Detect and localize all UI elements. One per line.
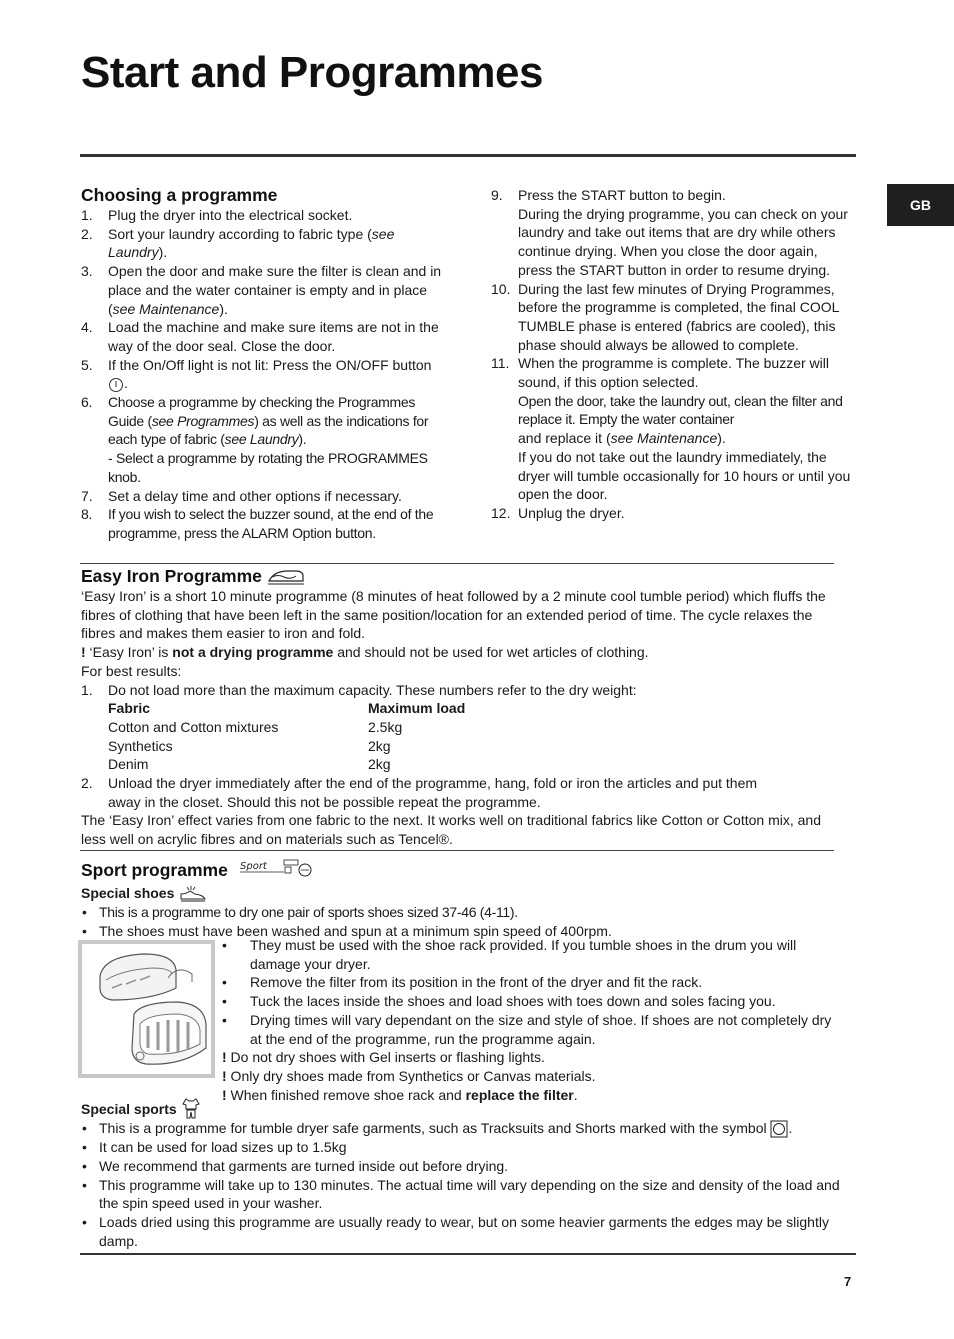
best-results-label: For best results: — [81, 662, 182, 679]
step-4: 4. Load the machine and make sure items are not in the way of the door seal. Close the door. — [81, 319, 439, 354]
title-divider — [80, 154, 856, 157]
step-12: 12. Unplug the dryer. — [491, 504, 625, 521]
step-8: 8. If you wish to select the buzzer sound, at the end of the programme, press the ALARM Option button. — [81, 506, 434, 541]
sport-section — [81, 855, 841, 940]
special-sports-list — [81, 1119, 841, 1251]
list-item: • Tuck the laces inside the shoes and load shoes with toes down and soles facing you. — [222, 992, 842, 1011]
list-item: • It can be used for load sizes up to 1.5kg — [81, 1138, 841, 1157]
shoe-warning-filter: ! When finished remove shoe rack and replace the filter. — [222, 1086, 578, 1103]
step-5: 5. If the On/Off light is not lit: Press the ON/OFF button . — [81, 356, 432, 392]
section-divider — [80, 563, 834, 564]
shoe-warning-gel: ! Do not dry shoes with Gel inserts or flashing lights. — [222, 1049, 545, 1066]
list-item: • Remove the filter from its position in the front of the dryer and fit the rack. — [222, 973, 842, 992]
sport-icon — [238, 855, 328, 881]
easy-iron-outro: The ‘Easy Iron’ effect varies from one fabric to the next. It works well on traditional fabrics like Cotton or Cotton mix, and less well on acrylic fibres and on materials such as Tencel®. — [81, 812, 821, 848]
table-header-row: Fabric Maximum load — [108, 700, 466, 717]
step-11: 11. When the programme is complete. The buzzer will sound, if this option selected. Open the door, take the laundry out, clean the filter and replace it. Empty the water container and replace it (see Maintenance). If you do not take out the laundry immediately, the dryer will tumble occasionally for 10 hours or until you open the door. — [491, 355, 851, 503]
iron-icon — [266, 567, 306, 587]
choosing-left-column — [81, 185, 451, 543]
tumble-dry-symbol-icon — [770, 1120, 788, 1138]
choosing-steps-left — [81, 206, 451, 543]
choosing-heading: Choosing a programme — [81, 185, 278, 205]
easy-iron-warning: ! ‘Easy Iron’ is not a drying programme and should not be used for wet articles of clothing. — [81, 644, 649, 661]
list-item: • The shoes must have been washed and spun at a minimum spin speed of 400rpm. — [81, 922, 841, 941]
tracksuit-icon — [180, 1097, 202, 1119]
step-1: 1. Plug the dryer into the electrical socket. — [81, 207, 353, 223]
step-10: 10. During the last few minutes of Drying Programmes, before the programme is completed, the final COOL TUMBLE phase is entered (fabrics are cooled), this phase should always be allowed to complete. — [491, 280, 839, 353]
easy-iron-steps — [81, 681, 841, 700]
list-item: • We recommend that garments are turned inside out before drying. — [81, 1157, 841, 1176]
table-row: Denim 2kg — [108, 756, 391, 773]
special-sports-section — [81, 1097, 841, 1251]
shoe-warning-materials: ! Only dry shoes made from Synthetics or Canvas materials. — [222, 1067, 596, 1084]
list-item: • This is a programme for tumble dryer safe garments, such as Tracksuits and Shorts marked with the symbol . — [81, 1119, 841, 1138]
max-load-table — [108, 699, 465, 774]
easy-iron-heading: Easy Iron Programme — [81, 566, 262, 586]
special-shoes-heading: Special shoes — [81, 885, 175, 901]
easy-iron-intro: ‘Easy Iron’ is a short 10 minute programme (8 minutes of heat followed by a 2 minute cool tumble period) which fluffs the fibres of clothing that have been left in the same position/location for an extended period of time. The cycle relaxes the fibres and makes them easier to iron and fold. — [81, 588, 826, 642]
shoe-instructions-list — [222, 936, 842, 1048]
page-title: Start and Programmes — [81, 48, 543, 97]
shoe-rack-illustration — [78, 940, 215, 1078]
section-divider — [80, 850, 834, 851]
sport-heading: Sport programme — [81, 860, 228, 880]
sport-icon-label: Sport — [239, 861, 267, 872]
page-number: 7 — [844, 1274, 852, 1289]
step-3: 3. Open the door and make sure the filter is clean and in place and the water container is empty and in place (see Maintenance). — [81, 263, 442, 317]
list-item: • Loads dried using this programme are usually ready to wear, but on some heavier garments the edges may be slightly damp. — [81, 1213, 841, 1250]
list-item: • This programme will take up to 130 minutes. The actual time will vary depending on the size and density of the load and the spin speed used in your washer. — [81, 1176, 841, 1213]
shoe-instructions — [222, 936, 842, 1104]
easy-iron-step-2: 2. Unload the dryer immediately after the end of the programme, hang, fold or iron the articles and put them away in the closet. Should this not be possible repeat the programme. — [81, 775, 758, 810]
step-7: 7. Set a delay time and other options if necessary. — [81, 487, 402, 504]
shoe-icon — [178, 885, 208, 903]
step-9: 9. Press the START button to begin. During the drying programme, you can check on your laundry and take out items that are dry while others continue drying. When you close the door again, press the START button in order to resume drying. — [491, 187, 848, 278]
easy-iron-steps-2 — [81, 774, 781, 811]
step-2: 2. Sort your laundry according to fabric type (see Laundry). — [81, 225, 395, 261]
list-item: • They must be used with the shoe rack provided. If you tumble shoes in the drum you will damage your dryer. — [222, 936, 842, 973]
choosing-right-column — [491, 186, 851, 523]
special-sports-heading: Special sports — [81, 1101, 177, 1117]
list-item: • Drying times will vary dependant on the size and style of shoe. If shoes are not completely dry at the end of the programme, run the programme again. — [222, 1011, 842, 1048]
easy-iron-step-1: 1. Do not load more than the maximum capacity. These numbers refer to the dry weight: — [81, 681, 637, 698]
list-item: • This is a programme to dry one pair of sports shoes sized 37-46 (4-11). — [81, 903, 841, 922]
power-icon — [108, 377, 124, 393]
table-row: Synthetics 2kg — [108, 737, 391, 754]
special-shoes-intro-list — [81, 903, 841, 940]
table-row: Cotton and Cotton mixtures 2.5kg — [108, 718, 403, 735]
easy-iron-section — [81, 566, 841, 849]
language-tab: GB — [887, 184, 954, 226]
footer-divider — [80, 1253, 856, 1255]
step-6: 6. Choose a programme by checking the Programmes Guide (see Programmes) as well as the indications for each type of fabric (see Laundry). - Select a programme by rotating the PROGRAMMES knob. — [81, 394, 429, 485]
choosing-steps-right — [491, 186, 851, 523]
